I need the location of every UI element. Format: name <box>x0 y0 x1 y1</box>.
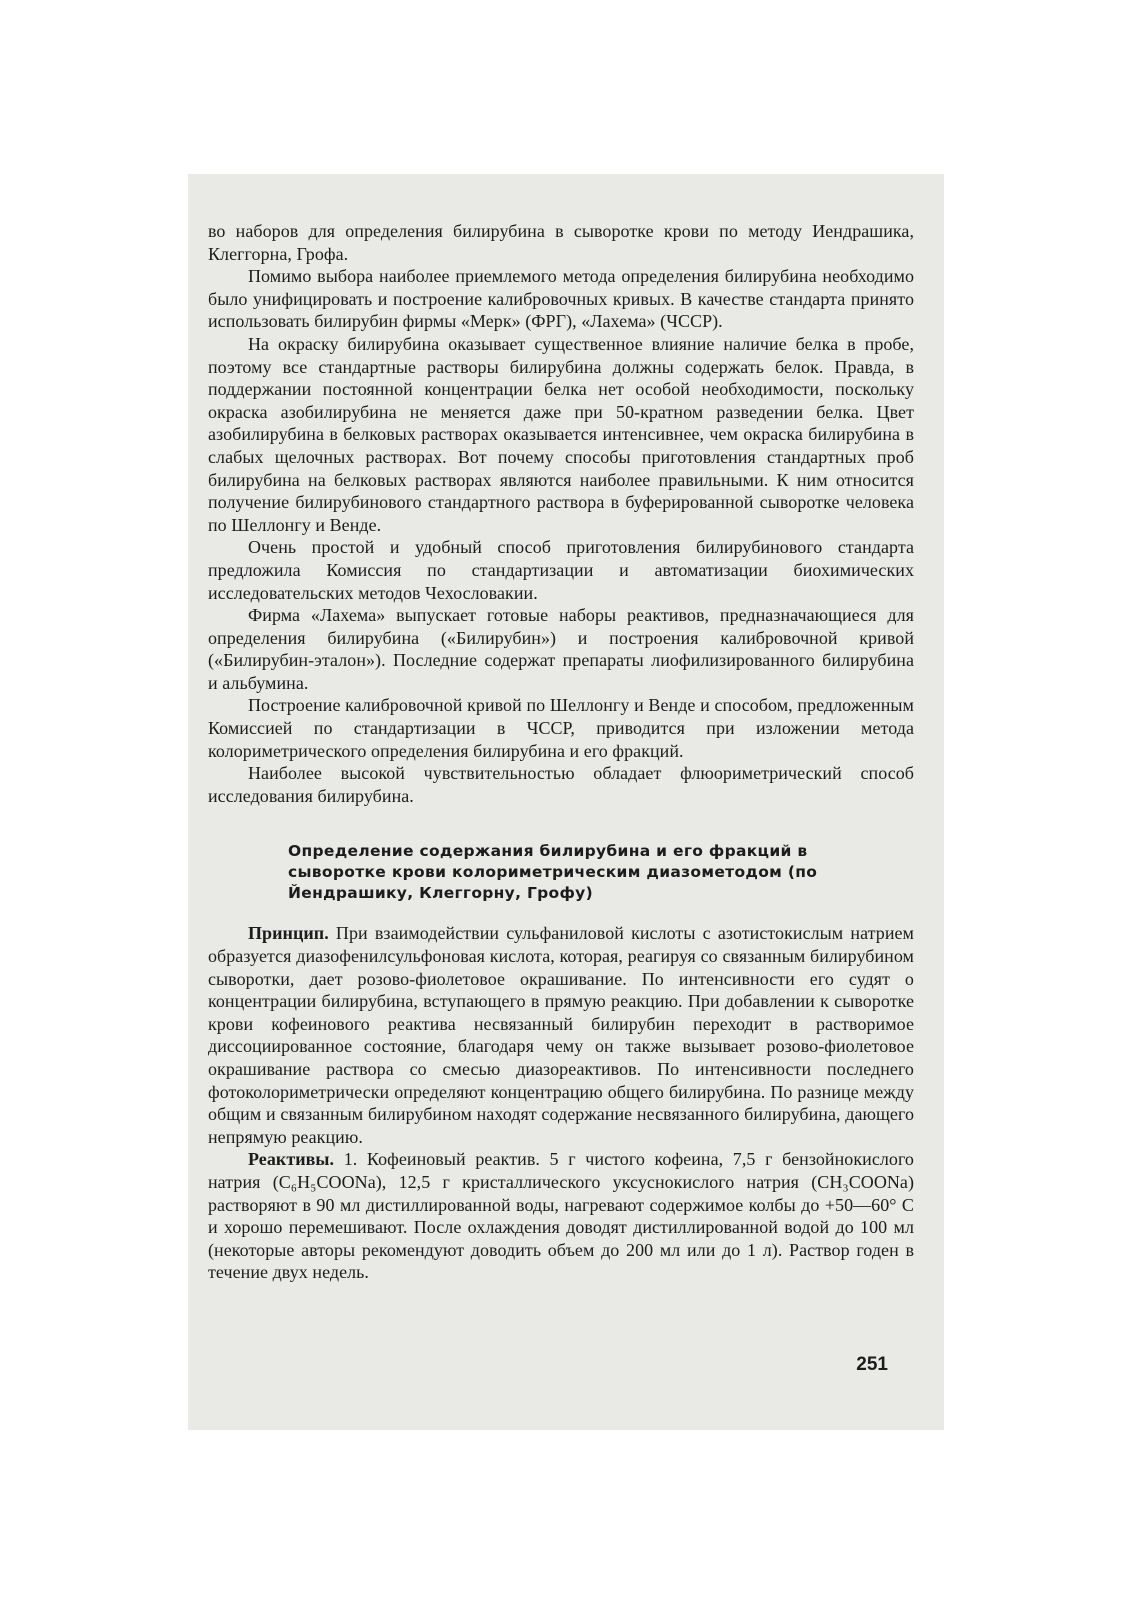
paragraph-calibration: Помимо выбора наиболее приемлемого метода определения билирубина необходимо было унифицировать и построение калибровочных кривых. В качестве стандарта принято использовать билирубин фирмы «Мерк» (ФРГ), «Лахема» (ЧССР). <box>208 266 914 332</box>
page-text <box>208 220 914 1284</box>
paragraph-reagents <box>208 1148 914 1284</box>
reagents-text: 1. Кофеиновый реактив. 5 г чистого кофеина, 7,5 г бензойнокислого натрия (C₆H₅COONa), 12,5 г кристаллического уксуснокислого натрия (CH₃COONa) растворяют в 90 мл дистиллированной воды, нагревают содержимое колбы до +50—60° С и хорошо перемешивают. После охлаждения доводят дистиллированной водой до 100 мл (некоторые авторы рекомендуют доводить объем до 200 мл или до 1 л). Раствор годен в течение двух недель. <box>208 1149 914 1283</box>
paragraph-continuation: во наборов для определения билирубина в сыворотке крови по методу Иендрашика, Клеггорна, Грофа. <box>208 221 914 264</box>
paragraph-fluorimetry: Наиболее высокой чувствительностью обладает флюориметрический способ исследования билирубина. <box>208 763 914 806</box>
paragraph-principle <box>208 922 914 1148</box>
paragraph-lachema: Фирма «Лахема» выпускает готовые наборы реактивов, предназначающиеся для определения билирубина («Билирубин») и построения калибровочной кривой («Билирубин-эталон»). Последние содержат препараты лиофилизированного билирубина и альбумина. <box>208 605 914 693</box>
principle-label: Принцип. <box>248 923 329 944</box>
reagents-label: Реактивы. <box>248 1149 335 1170</box>
paragraph-protein: На окраску билирубина оказывает существенное влияние наличие белка в пробе, поэтому все стандартные растворы билирубина должны содержать белок. Правда, в поддержании постоянной концентрации белка нет особой необходимости, поскольку окраска азобилирубина не меняется даже при 50-кратном разведении белка. Цвет азобилирубина в белковых растворах оказывается интенсивнее, чем окраска билирубина в слабых щелочных растворах. Вот почему способы приготовления стандартных проб билирубина на белковых растворах являются наиболее правильными. К ним относится получение билирубинового стандартного раствора в буферированной сыворотке человека по Шеллонгу и Венде. <box>208 333 914 535</box>
book-page <box>188 174 944 1430</box>
page-number: 251 <box>856 1354 888 1375</box>
section-heading: Определение содержания билирубина и его фракций в сыворотке крови колориметрическим диазометодом (по Йендрашику, Клеггорну, Грофу) <box>288 842 818 903</box>
paragraph-standard: Очень простой и удобный способ приготовления билирубинового стандарта предложила Комиссия по стандартизации и автоматизации биохимических исследовательских методов Чехословакии. <box>208 537 914 603</box>
principle-text: При взаимодействии сульфаниловой кислоты с азотистокислым натрием образуется диазофенилсульфоновая кислота, которая, реагируя со связанным билирубином сыворотки, дает розово-фиолетовое окрашивание. По интенсивности его судят о концентрации билирубина, вступающего в прямую реакцию. При добавлении к сыворотке крови кофеинового реактива несвязанный билирубин переходит в растворимое диссоциированное состояние, благодаря чему он также вызывает розово-фиолетовое окрашивание раствора со смесью диазореактивов. По интенсивности последнего фотоколориметрически определяют концентрацию общего билирубина. По разнице между общим и связанным билирубином находят содержание несвязанного билирубина, дающего непрямую реакцию. <box>208 923 914 1147</box>
paragraph-curve: Построение калибровочной кривой по Шеллонгу и Венде и способом, предложенным Комиссией по стандартизации в ЧССР, приводится при изложении метода колориметрического определения билирубина и его фракций. <box>208 695 914 761</box>
